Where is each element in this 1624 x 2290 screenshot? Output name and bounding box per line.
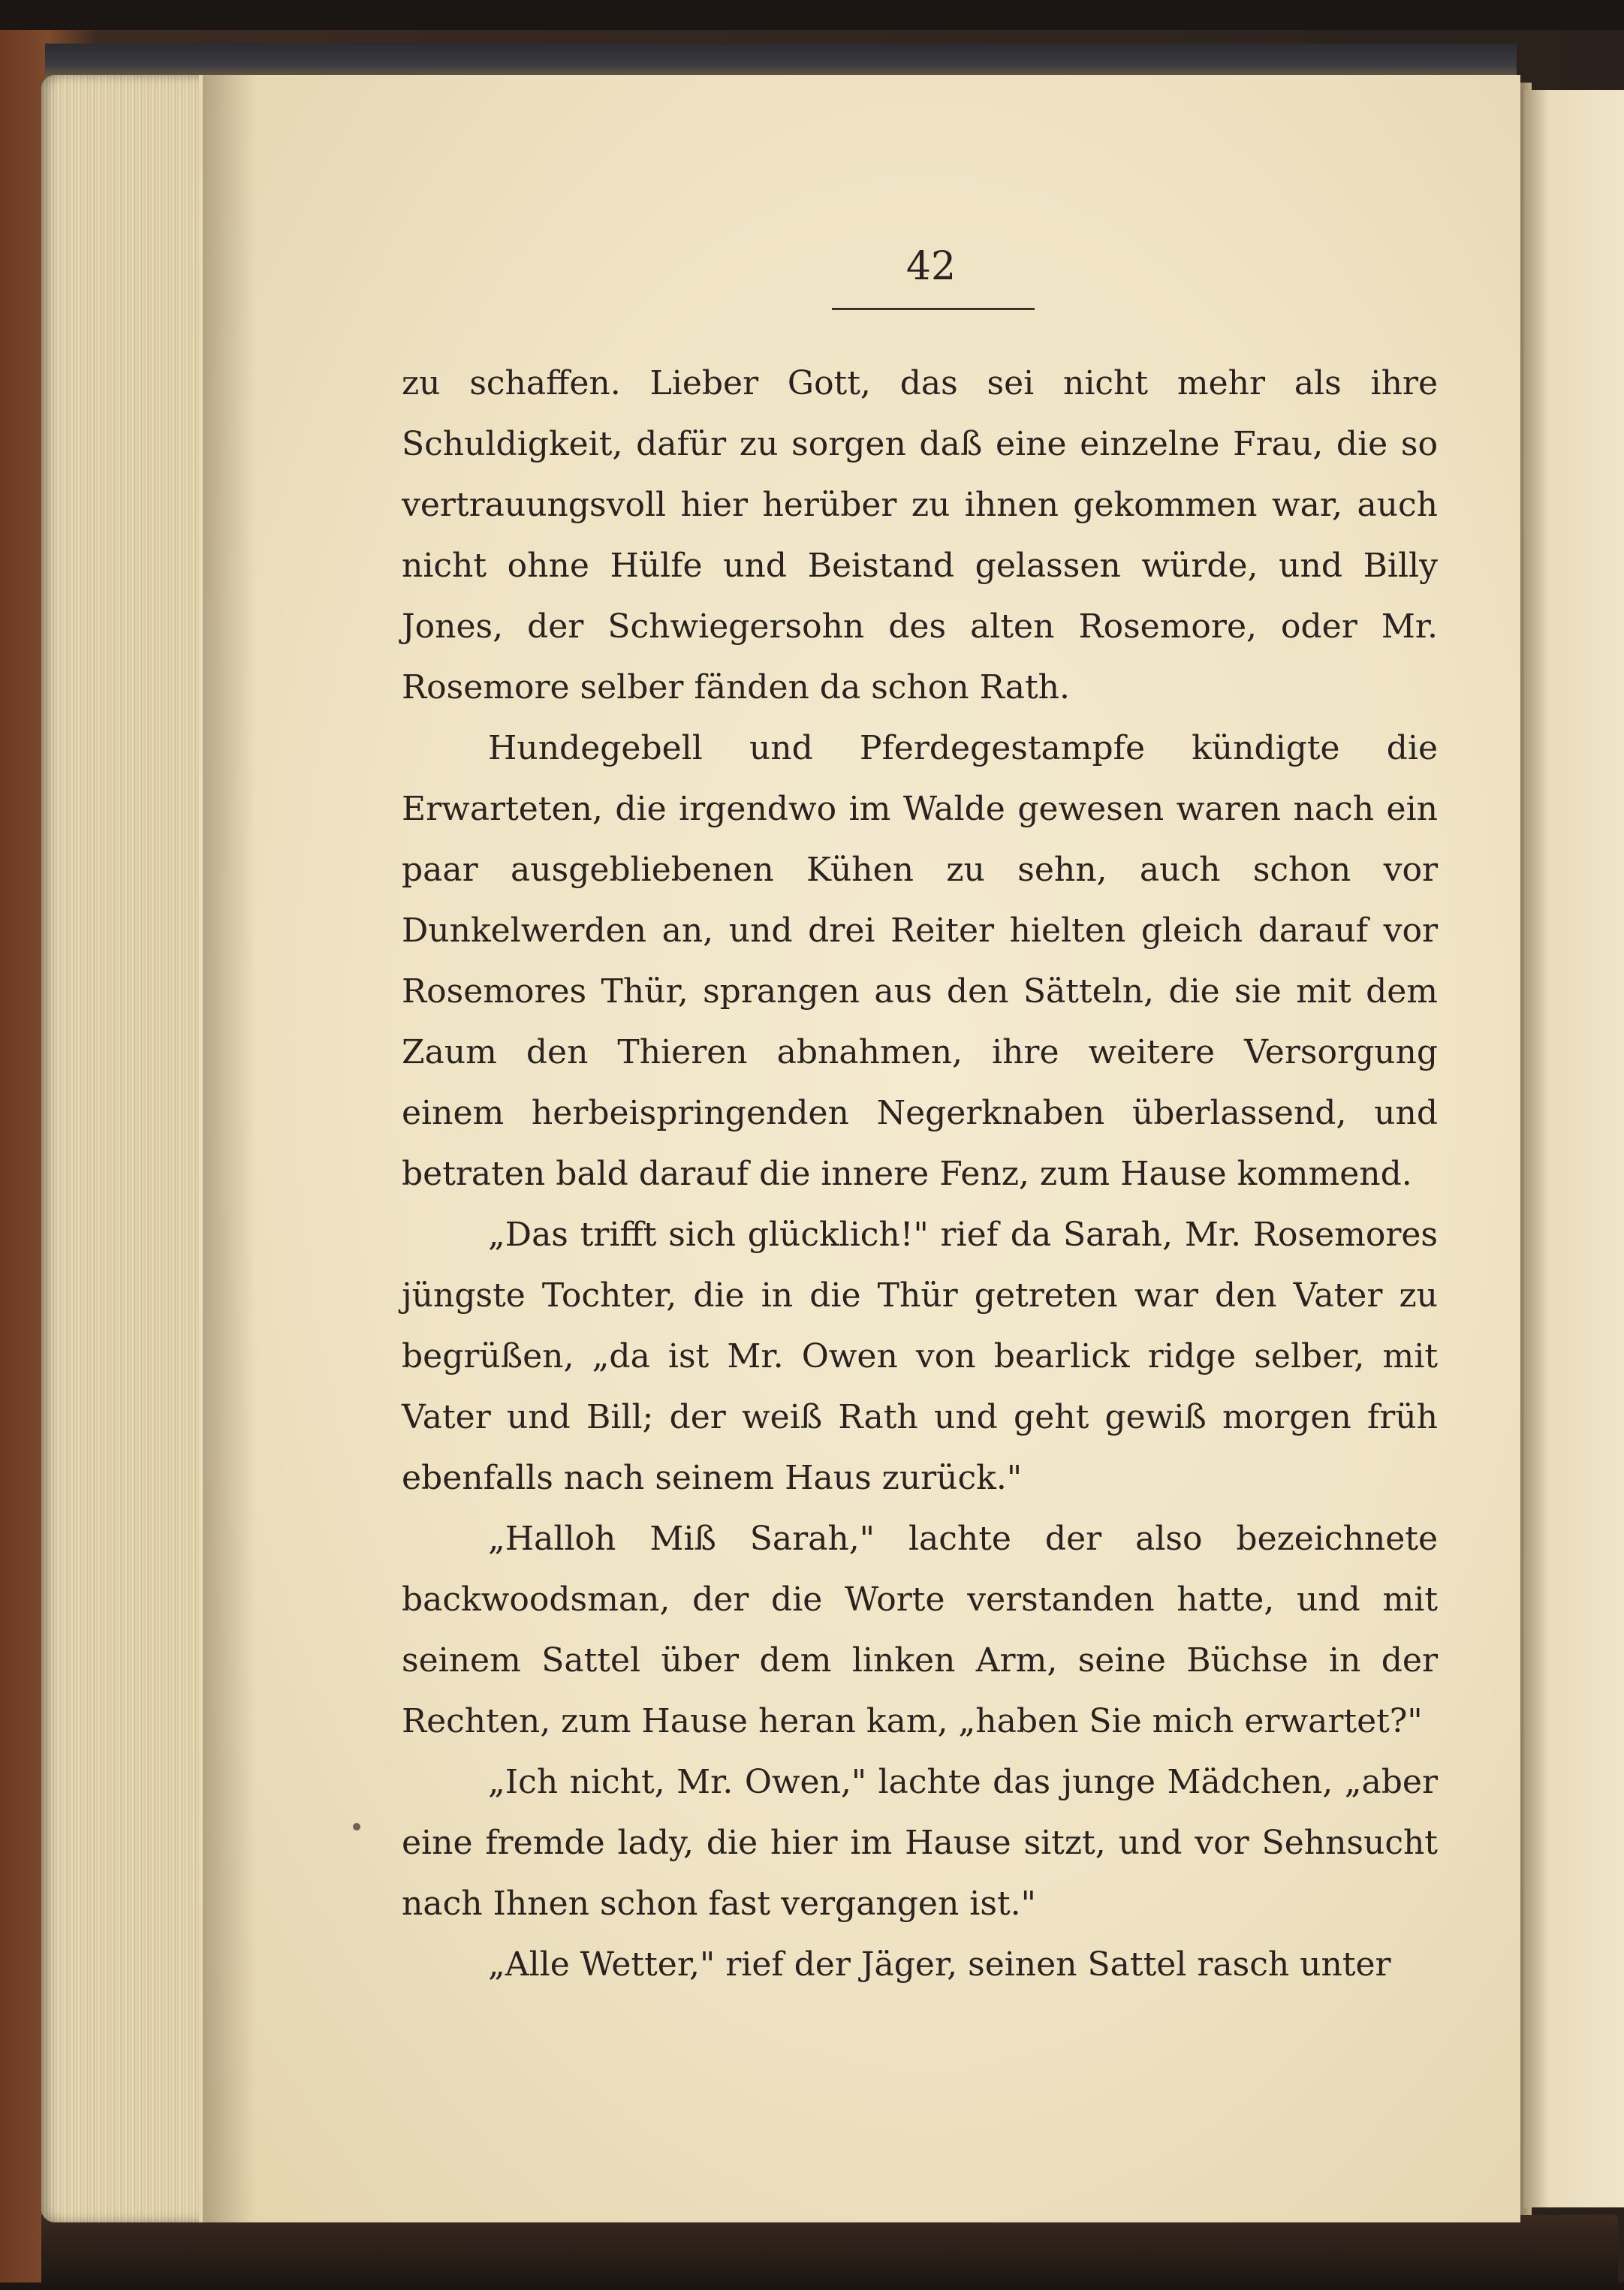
body-text (402, 353, 1438, 1995)
paragraph: zu schaffen. Lieber Gott, das sei nicht mehr als ihre Schuldigkeit, dafür zu sorgen daß eine einzelne Frau, die so vertrauungsvoll hier herüber zu ihnen gekommen war, auch nicht ohne Hülfe und Beistand gelassen würde, und Billy Jones, der Schwiegersohn des alten Rosemore, oder Mr. Rosemore selber fänden da schon Rath. (402, 364, 1438, 707)
stacked-page-edges (41, 75, 214, 2222)
paragraph: Hundegebell und Pferdegestampfe kündigte die Erwarteten, die irgendwo im Walde gewesen waren nach ein paar ausgebliebenen Kühen zu sehn, auch schon vor Dunkelwerden an, und drei Reiter hielten gleich darauf vor Rosemores Thür, sprangen aus den Sätteln, die sie mit dem Zaum den Thieren abnahmen, ihre weitere Versorgung einem herbeispringenden Negerknaben überlassend, und betraten bald darauf die innere Fenz, zum Hause kommend. (402, 729, 1438, 1193)
header-rule (832, 308, 1035, 310)
gutter-shadow (203, 75, 255, 2222)
paragraph: „Ich nicht, Mr. Owen," lachte das junge Mädchen, „aber eine fremde lady, die hier im Hause sitzt, und vor Sehnsucht nach Ihnen schon fast vergangen ist." (402, 1763, 1438, 1923)
facing-page-edge (1524, 90, 1624, 2207)
book-cover-top-edge (45, 44, 1517, 78)
paragraph: „Alle Wetter," rief der Jäger, seinen Sattel rasch unter (488, 1945, 1391, 1984)
margin-speck (353, 1823, 360, 1830)
paragraph: „Das trifft sich glücklich!" rief da Sarah, Mr. Rosemores jüngste Tochter, die in die Thür getreten war den Vater zu begrüßen, „da ist Mr. Owen von bearlick ridge selber, mit Vater und Bill; der weiß Rath und geht gewiß morgen früh ebenfalls nach seinem Haus zurück." (402, 1216, 1438, 1497)
paragraph: „Halloh Miß Sarah," lachte der also bezeichnete backwoodsman, der die Worte verstanden hatte, und mit seinem Sattel über dem linken Arm, seine Büchse in der Rechten, zum Hause heran kam, „haben Sie mich erwartet?" (402, 1520, 1438, 1740)
book-bottom-edge (41, 2215, 1618, 2290)
page-number: 42 (905, 244, 957, 289)
